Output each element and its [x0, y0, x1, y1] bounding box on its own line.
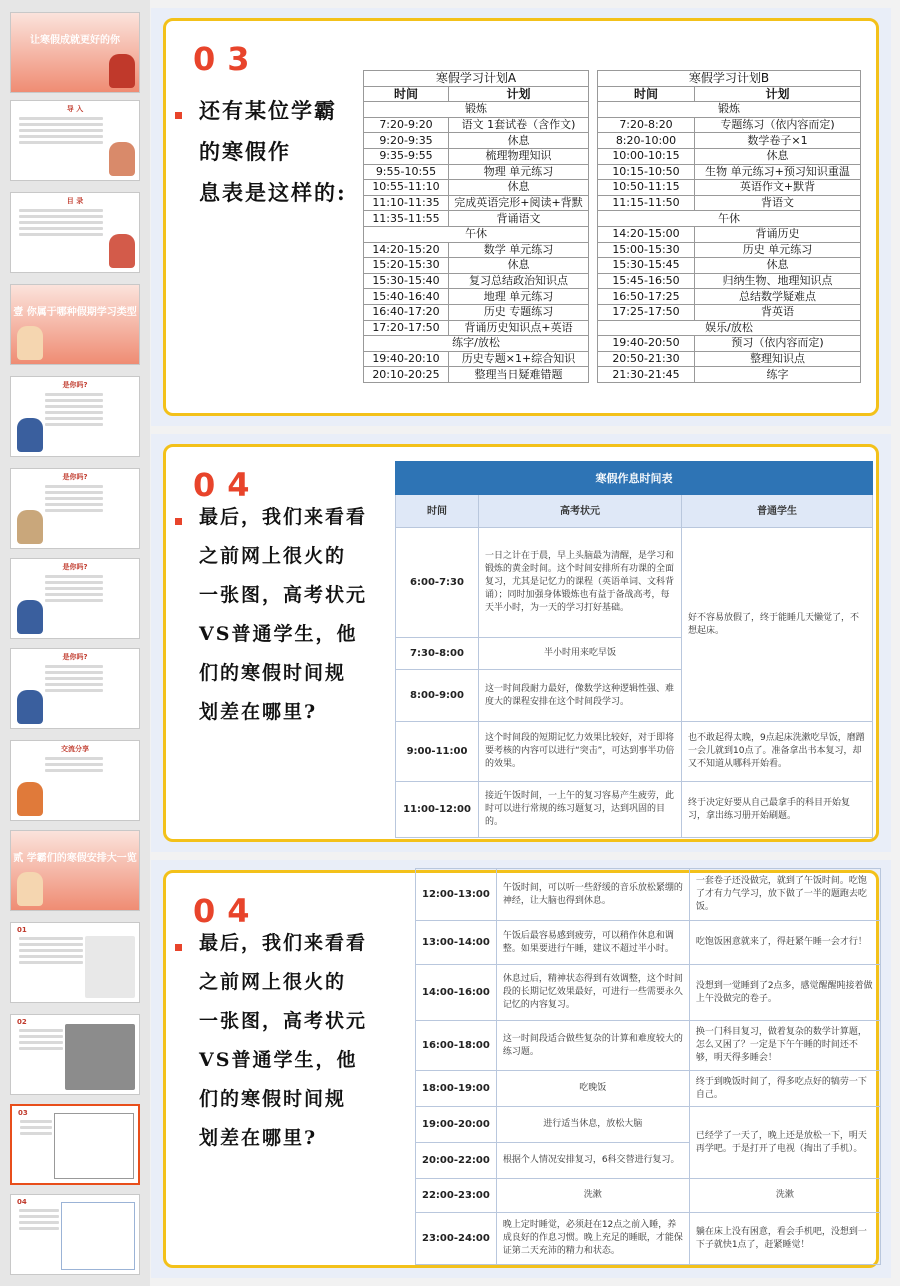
slide-thumbnail-panel	[0, 0, 150, 1286]
top-student-cell: 接近午饭时间，一上午的复习容易产生疲劳，此时可以进行常规的练习题复习，达到巩固的目的。	[479, 782, 682, 838]
plan-task-cell: 生物 单元练习+预习知识重温	[695, 164, 861, 180]
plan-row	[364, 180, 589, 196]
study-plan-b-table	[597, 70, 861, 383]
plan-row	[364, 273, 589, 289]
body-line: 划差在哪里?	[199, 701, 318, 723]
plan-task-cell: 数学 单元练习	[449, 242, 589, 258]
handwriting-photo-icon	[65, 1024, 135, 1090]
time-cell: 19:00-20:00	[416, 1107, 497, 1143]
normal-student-cell: 躺在床上没有困意，看会手机吧，没想到一下子就快1点了，赶紧睡觉！	[689, 1213, 880, 1265]
student-icon	[17, 510, 43, 544]
body-line: 最后，我们来看看	[199, 506, 368, 528]
student-icon	[17, 418, 43, 452]
plan-row	[598, 195, 861, 211]
bullet-icon	[175, 518, 182, 525]
plan-section-cell: 娱乐/放松	[598, 320, 861, 336]
plan-time-cell: 14:20-15:00	[598, 226, 695, 242]
plan-time-cell: 10:15-10:50	[598, 164, 695, 180]
girl-illustration-icon	[109, 142, 135, 176]
plan-time-cell: 11:15-11:50	[598, 195, 695, 211]
thumb-title: 是你吗?	[62, 653, 88, 661]
plan-time-cell: 8:20-10:00	[598, 133, 695, 149]
plan-row	[364, 211, 589, 227]
body-line: 之前网上很火的	[199, 545, 347, 567]
slide-thumb-7[interactable]	[10, 558, 140, 639]
plan-row	[598, 289, 861, 305]
normal-student-cell: 洗漱	[689, 1179, 880, 1213]
plan-task-cell: 休息	[449, 258, 589, 274]
thumb-title: 是你吗?	[62, 563, 88, 571]
plan-b-time-header: 时间	[598, 86, 695, 102]
plan-task-cell: 背诵历史	[695, 226, 861, 242]
table-title: 寒假作息时间表	[396, 462, 873, 495]
plan-row	[598, 148, 861, 164]
thumb-title: 04	[17, 1198, 27, 1206]
body-line: 划差在哪里?	[199, 1127, 318, 1149]
plan-time-cell: 17:20-17:50	[364, 320, 449, 336]
body-line: 还有某位学霸	[199, 98, 337, 123]
top-student-header: 高考状元	[479, 495, 682, 528]
body-line: 之前网上很火的	[199, 971, 347, 993]
slide-thumb-11[interactable]	[10, 922, 140, 1003]
plan-task-cell: 语文 1套试卷（含作文)	[449, 117, 589, 133]
slide-04-comparison-part2	[151, 860, 891, 1278]
top-student-cell: 进行适当休息，放松大脑	[496, 1107, 689, 1143]
plan-row	[364, 148, 589, 164]
snowman-icon	[109, 234, 135, 268]
slide-thumb-8[interactable]	[10, 648, 140, 729]
plan-row	[364, 289, 589, 305]
slide-04-comparison-part1	[151, 434, 891, 852]
plan-task-cell: 梳理物理知识	[449, 148, 589, 164]
body-line: VS普通学生，他	[199, 1049, 358, 1071]
top-student-cell: 半小时用来吃早饭	[479, 638, 682, 670]
slide-body-text	[199, 924, 367, 1158]
sled-girl-icon	[17, 782, 43, 816]
time-cell: 20:00-22:00	[416, 1143, 497, 1179]
plan-row	[598, 102, 861, 118]
plan-row	[598, 211, 861, 227]
plan-time-cell: 15:30-15:40	[364, 273, 449, 289]
slide-number: 04	[193, 892, 262, 930]
time-cell: 14:00-16:00	[416, 965, 497, 1021]
plan-task-cell: 物理 单元练习	[449, 164, 589, 180]
time-cell: 7:30-8:00	[396, 638, 479, 670]
top-student-cell: 洗漱	[496, 1179, 689, 1213]
plan-row	[364, 242, 589, 258]
plan-task-cell: 背诵历史知识点+英语	[449, 320, 589, 336]
plan-a-time-header: 时间	[364, 86, 449, 102]
normal-student-cell: 终于决定好要从自己最拿手的科目开始复习，拿出练习册开始刷题。	[682, 782, 873, 838]
thumb-title: 01	[17, 926, 27, 934]
plan-a-plan-header: 计划	[449, 86, 589, 102]
plan-section-cell: 锻炼	[364, 102, 589, 118]
plan-time-cell: 7:20-9:20	[364, 117, 449, 133]
plan-time-cell: 15:20-15:30	[364, 258, 449, 274]
plan-row	[364, 195, 589, 211]
normal-student-cell: 没想到一觉睡到了2点多，感觉醒醒盹接着做上午没做完的卷子。	[689, 965, 880, 1021]
slide-03-schedule	[151, 8, 891, 426]
plan-row	[364, 164, 589, 180]
plan-row	[598, 336, 861, 352]
plan-task-cell: 背英语	[695, 304, 861, 320]
plan-row	[598, 164, 861, 180]
normal-student-cell: 终于到晚饭时间了，得多吃点好的犒劳一下自己。	[689, 1071, 880, 1107]
student-icon	[17, 600, 43, 634]
plan-time-cell: 17:25-17:50	[598, 304, 695, 320]
time-cell: 13:00-14:00	[416, 921, 497, 965]
slide-number: 04	[193, 466, 262, 504]
plan-time-cell: 15:40-16:40	[364, 289, 449, 305]
plan-time-cell: 9:55-10:55	[364, 164, 449, 180]
plan-task-cell: 地理 单元练习	[449, 289, 589, 305]
plan-time-cell: 19:40-20:10	[364, 351, 449, 367]
top-student-cell: 午饭后最容易感到疲劳，可以稍作休息和调整。如果要进行午睡，建议不超过半小时。	[496, 921, 689, 965]
plan-b-plan-header: 计划	[695, 86, 861, 102]
bullet-icon	[175, 112, 182, 119]
plan-row	[364, 336, 589, 352]
time-header: 时间	[396, 495, 479, 528]
plan-task-cell: 整理当日疑难错题	[449, 367, 589, 383]
plan-task-cell: 完成英语完形+阅读+背默	[449, 195, 589, 211]
plan-time-cell: 20:10-20:25	[364, 367, 449, 383]
plan-task-cell: 整理知识点	[695, 351, 861, 367]
plan-row	[598, 320, 861, 336]
plan-time-cell: 11:35-11:55	[364, 211, 449, 227]
top-student-cell: 吃晚饭	[496, 1071, 689, 1107]
top-student-cell: 一日之计在于晨，早上头脑最为清醒，是学习和锻炼的黄金时间。这个时间安排所有功课的全面复习，尤其是记忆力的课程（英语单词、文科背诵）；同时加强身体锻炼也有益于备战高考，每天半小时，为一天的学习打好基础。	[479, 528, 682, 638]
plan-time-cell: 20:50-21:30	[598, 351, 695, 367]
study-plan-a-table	[363, 70, 589, 383]
time-cell: 22:00-23:00	[416, 1179, 497, 1213]
slide-number: 03	[193, 40, 262, 78]
slide-thumb-10[interactable]	[10, 830, 140, 911]
normal-student-cell: 换一门科目复习，做着复杂的数学计算题，怎么又困了？一定是下午午睡的时间还不够，明天得多睡会！	[689, 1021, 880, 1071]
thumb-title: 交流分享	[61, 745, 89, 753]
holiday-schedule-table-continued	[415, 868, 881, 1265]
normal-student-cell: 吃饱饭困意就来了，得赶紧午睡一会才行！	[689, 921, 880, 965]
plan-time-cell: 10:55-11:10	[364, 180, 449, 196]
thumb-title: 02	[17, 1018, 27, 1026]
plan-section-cell: 午休	[364, 226, 589, 242]
plan-row	[364, 304, 589, 320]
plan-task-cell: 背诵语文	[449, 211, 589, 227]
table-preview-icon	[54, 1113, 134, 1179]
plan-task-cell: 历史 单元练习	[695, 242, 861, 258]
slide-body-text	[199, 498, 367, 732]
girl-illustration-icon	[109, 54, 135, 88]
plan-task-cell: 总结数学疑难点	[695, 289, 861, 305]
holiday-schedule-table	[395, 461, 873, 838]
top-student-cell: 这一时间段耐力最好，像数学这种逻辑性强、难度大的课程安排在这个时间段学习。	[479, 670, 682, 722]
plan-row	[364, 367, 589, 383]
plan-row	[598, 367, 861, 383]
slide-thumb-3[interactable]	[10, 192, 140, 273]
plan-task-cell: 历史 专题练习	[449, 304, 589, 320]
plan-task-cell: 英语作文+默背	[695, 180, 861, 196]
thumb-title: 让寒假成就更好的你	[30, 35, 120, 46]
plan-row	[364, 320, 589, 336]
normal-student-cell: 已经学了一天了，晚上还是放松一下，明天再学吧。于是打开了电视（掏出了手机）。	[689, 1107, 880, 1179]
plan-time-cell: 14:20-15:20	[364, 242, 449, 258]
time-cell: 16:00-18:00	[416, 1021, 497, 1071]
top-student-cell: 根据个人情况安排复习，6科交替进行复习。	[496, 1143, 689, 1179]
thumb-title: 是你吗?	[62, 381, 88, 389]
plan-task-cell: 预习（依内容而定)	[695, 336, 861, 352]
plan-time-cell: 9:35-9:55	[364, 148, 449, 164]
plan-task-cell: 练字	[695, 367, 861, 383]
plan-task-cell: 休息	[695, 258, 861, 274]
plan-row	[598, 258, 861, 274]
slide-thumb-5[interactable]	[10, 376, 140, 457]
body-line: 一张图，高考状元	[199, 1010, 368, 1032]
normal-student-cell: 也不敢起得太晚，9点起床洗漱吃早饭，磨蹭一会儿就到10点了。准备拿出书本复习，却又不知道从哪科开始看。	[682, 722, 873, 782]
plan-row	[598, 351, 861, 367]
plan-time-cell: 19:40-20:50	[598, 336, 695, 352]
slide-thumb-2[interactable]	[10, 100, 140, 181]
thumb-title: 是你吗?	[62, 473, 88, 481]
slide-thumb-4[interactable]	[10, 284, 140, 365]
bullet-icon	[175, 944, 182, 951]
plan-task-cell: 归纳生物、地理知识点	[695, 273, 861, 289]
plan-time-cell: 11:10-11:35	[364, 195, 449, 211]
body-line: 一张图，高考状元	[199, 584, 368, 606]
thumb-title: 目 录	[66, 197, 84, 205]
plan-row	[364, 133, 589, 149]
slide-thumb-12[interactable]	[10, 1014, 140, 1095]
plan-task-cell: 专题练习（依内容而定)	[695, 117, 861, 133]
plan-time-cell: 7:20-8:20	[598, 117, 695, 133]
snowman-icon	[17, 326, 43, 360]
body-line: 们的寒假时间规	[199, 662, 347, 684]
plan-time-cell: 16:50-17:25	[598, 289, 695, 305]
plan-time-cell: 15:45-16:50	[598, 273, 695, 289]
plan-section-cell: 锻炼	[598, 102, 861, 118]
plan-row	[598, 273, 861, 289]
plan-a-rows	[364, 102, 589, 383]
slide-thumb-9[interactable]	[10, 740, 140, 821]
plan-row	[598, 226, 861, 242]
plan-time-cell: 16:40-17:20	[364, 304, 449, 320]
slide-thumb-6[interactable]	[10, 468, 140, 549]
time-cell: 11:00-12:00	[396, 782, 479, 838]
plan-task-cell: 休息	[449, 180, 589, 196]
plan-time-cell: 10:50-11:15	[598, 180, 695, 196]
top-student-cell: 这一时间段适合做些复杂的计算和难度较大的练习题。	[496, 1021, 689, 1071]
slide-thumb-13[interactable]	[10, 1104, 140, 1185]
thumb-title: 贰 学霸们的寒假安排大一览	[13, 853, 137, 864]
time-cell: 6:00-7:30	[396, 528, 479, 638]
slide-body-text	[199, 90, 347, 213]
plan-time-cell: 15:00-15:30	[598, 242, 695, 258]
top-student-cell: 午饭时间，可以听一些舒缓的音乐放松紧绷的神经，让大脑也得到休息。	[496, 869, 689, 921]
snowman-icon	[17, 872, 43, 906]
plan-task-cell: 复习总结政治知识点	[449, 273, 589, 289]
top-student-cell: 这个时间段的短期记忆力效果比较好，对于即将要考核的内容可以进行“突击”，可达到事半功倍的效果。	[479, 722, 682, 782]
plan-row	[598, 117, 861, 133]
plan-a-title: 寒假学习计划A	[364, 71, 589, 87]
plan-row	[598, 304, 861, 320]
plan-row	[364, 102, 589, 118]
student-icon	[17, 690, 43, 724]
plan-section-cell: 午休	[598, 211, 861, 227]
time-cell: 18:00-19:00	[416, 1071, 497, 1107]
plan-b-title: 寒假学习计划B	[598, 71, 861, 87]
plan-task-cell: 背语文	[695, 195, 861, 211]
thumb-title: 壹 你属于哪种假期学习类型	[13, 307, 137, 318]
thumb-title: 导 入	[66, 105, 84, 113]
plan-task-cell: 休息	[695, 148, 861, 164]
plan-time-cell: 9:20-9:35	[364, 133, 449, 149]
top-student-cell: 晚上定时睡觉，必须赶在12点之前入睡，养成良好的作息习惯。晚上充足的睡眠，才能保证第二天充沛的精力和状态。	[496, 1213, 689, 1265]
slide-thumb-1[interactable]	[10, 12, 140, 93]
plan-row	[598, 180, 861, 196]
plan-row	[364, 117, 589, 133]
normal-student-cell: 一套卷子还没做完，就到了午饭时间。吃饱了才有力气学习，放下做了一半的题跑去吃饭。	[689, 869, 880, 921]
time-cell: 9:00-11:00	[396, 722, 479, 782]
body-line: 最后，我们来看看	[199, 932, 368, 954]
table-preview-icon	[61, 1202, 135, 1270]
body-line: VS普通学生，他	[199, 623, 358, 645]
document-image-icon	[85, 936, 135, 998]
plan-task-cell: 休息	[449, 133, 589, 149]
body-line: 们的寒假时间规	[199, 1088, 347, 1110]
plan-section-cell: 练字/放松	[364, 336, 589, 352]
time-cell: 12:00-13:00	[416, 869, 497, 921]
thumb-title: 03	[18, 1109, 28, 1117]
plan-task-cell: 数学卷子×1	[695, 133, 861, 149]
slide-thumb-14[interactable]	[10, 1194, 140, 1275]
plan-row	[598, 133, 861, 149]
plan-row	[598, 242, 861, 258]
plan-task-cell: 历史专题×1+综合知识	[449, 351, 589, 367]
top-student-cell: 休息过后，精神状态得到有效调整，这个时间段的长期记忆效果最好，可进行一些需要永久记忆的内容复习。	[496, 965, 689, 1021]
body-line: 的寒假作	[199, 139, 291, 164]
normal-student-cell: 好不容易放假了，终于能睡几天懒觉了，不想起床。	[682, 528, 873, 722]
plan-row	[364, 226, 589, 242]
normal-student-header: 普通学生	[682, 495, 873, 528]
body-line: 息表是这样的:	[199, 180, 347, 205]
plan-row	[364, 258, 589, 274]
plan-time-cell: 15:30-15:45	[598, 258, 695, 274]
plan-row	[364, 351, 589, 367]
time-cell: 8:00-9:00	[396, 670, 479, 722]
time-cell: 23:00-24:00	[416, 1213, 497, 1265]
plan-time-cell: 21:30-21:45	[598, 367, 695, 383]
plan-time-cell: 10:00-10:15	[598, 148, 695, 164]
plan-b-rows	[598, 102, 861, 383]
